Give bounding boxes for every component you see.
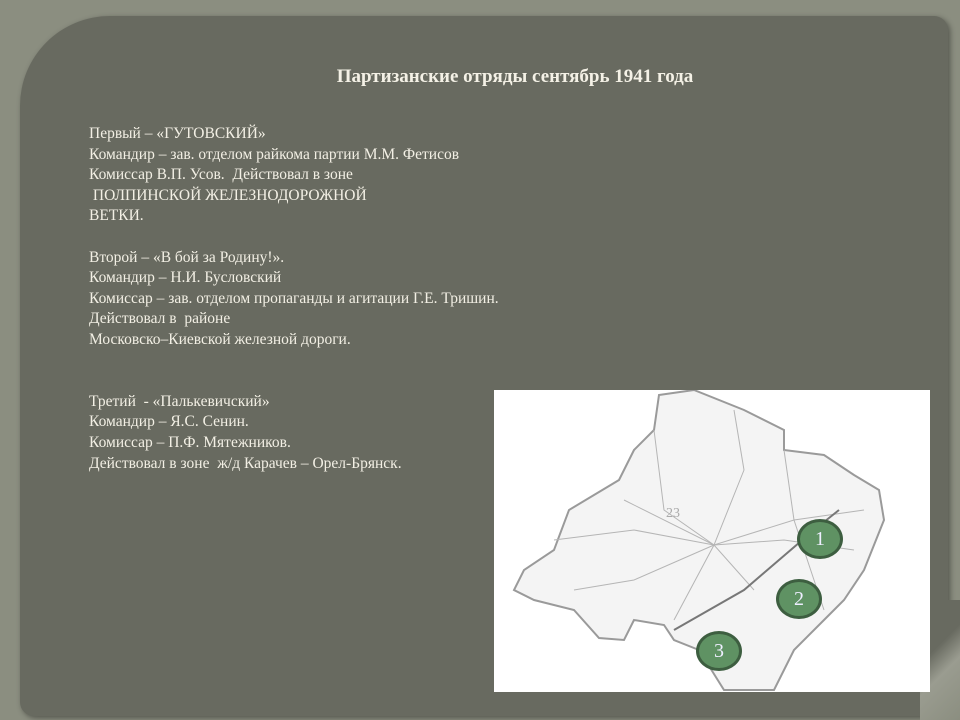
text-line: Действовал в зоне ж/д Карачев – Орел-Брянск.	[89, 454, 402, 472]
marker-1: 1	[797, 519, 843, 559]
text-line: ВЕТКИ.	[89, 207, 144, 225]
text-line: Действовал в районе	[89, 310, 231, 328]
text-line: Второй – «В бой за Родину!».	[89, 248, 285, 266]
text-line: ПОЛПИНСКОЙ ЖЕЛЕЗНОДОРОЖНОЙ	[89, 186, 367, 204]
marker-3: 3	[696, 631, 742, 671]
text-line: Первый – «ГУТОВСКИЙ»	[89, 125, 266, 142]
slide-title: Партизанские отряды сентябрь 1941 года	[336, 66, 694, 87]
text-line: Командир – Н.И. Бусловский	[89, 269, 282, 287]
text-line	[89, 227, 499, 248]
text-line	[89, 351, 499, 372]
region-number: 23	[666, 506, 680, 521]
text-line: Комиссар – зав. отделом пропаганды и агитации Г.Е. Тришин.	[89, 289, 499, 307]
text-line: Командир – Я.С. Сенин.	[89, 413, 249, 431]
text-line: Комиссар – П.Ф. Мятежников.	[89, 433, 291, 451]
marker-2: 2	[776, 579, 822, 619]
text-line: Московско–Киевской железной дороги.	[89, 330, 351, 348]
text-line: Третий - «Палькевичский»	[89, 392, 270, 410]
slide-body	[89, 124, 499, 474]
text-line	[89, 371, 499, 392]
text-line: Комиссар В.П. Усов. Действовал в зоне	[89, 166, 353, 184]
text-line: Командир – зав. отделом райкома партии М.М. Фетисов	[89, 145, 460, 163]
